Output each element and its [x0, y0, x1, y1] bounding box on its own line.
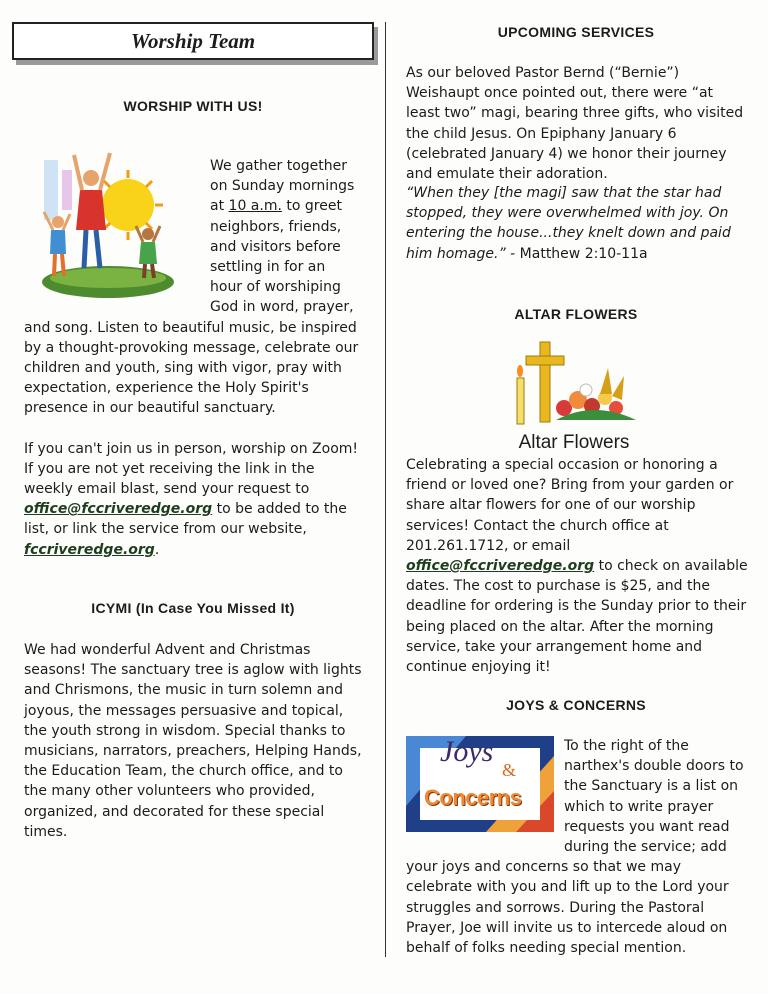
altar-flowers-heading: ALTAR FLOWERS	[514, 306, 638, 322]
worship-paragraph-2: If you can't join us in person, worship on Zoom! If you are not yet receiving the link in the weekly email blast, send your request to office@fccriveredge.org to be added to the list, or link the service from our website, fccriveredge.org.	[24, 440, 359, 558]
joys-paragraph: To the right of the narthex's double doors to the Sanctuary is a list on which to write prayer requests you want read during the service; add your joys and concerns so that we may celebrate with you and lift up to the Lord your struggles and sorrows. During the Pastoral Prayer, Joe will invite us to intercede aloud on behalf of folks needing special mention.	[406, 738, 744, 957]
icymi-paragraph: We had wonderful Advent and Christmas seasons! The sanctuary tree is aglow with lights and Chrismons, the music in turn solemn and joyous, the messages persuasive and topical, the youth strong in wisdom. Special thanks to musicians, narrators, preachers, Helping Hands, the Education Team, the church office, and to the many other volunteers who provided, organized, and decorated for these special times.	[24, 642, 362, 840]
upcoming-services-heading: UPCOMING SERVICES	[497, 24, 655, 40]
joys-concerns-logo	[406, 736, 558, 838]
worship-team-banner	[12, 22, 374, 60]
upcoming-paragraph: As our beloved Pastor Bernd (“Bernie”) Weishaupt once pointed out, there were “at least two” magi, bearing three gifts, who visited the child Jesus. On Epiphany January 6 (celebrated January 4) we honor their journey and emulate their adoration.	[406, 65, 744, 183]
office-email-link[interactable]: office@fccriveredge.org	[24, 501, 213, 518]
altar-flowers-illustration	[504, 338, 644, 458]
altar-office-email-link[interactable]: office@fccriveredge.org	[406, 558, 595, 575]
worship-section	[24, 156, 360, 560]
banner-title: Worship Team	[130, 29, 256, 53]
icymi-heading: ICYMI (In Case You Missed It)	[91, 600, 295, 616]
quote-text: “When they [the magi] saw that the star had stopped, they were overwhelmed with joy. On entering the house...they knelt down and paid him homage.”	[406, 185, 731, 262]
altar-flowers-caption: Altar Flowers	[518, 432, 630, 453]
joys-concerns-heading: JOYS & CONCERNS	[506, 697, 646, 713]
logo-word-joys: Joys	[440, 735, 494, 768]
website-link[interactable]: fccriveredge.org	[24, 541, 155, 558]
logo-word-concerns: Concerns	[424, 785, 522, 810]
worship-heading: WORSHIP WITH US!	[123, 98, 263, 114]
column-divider	[385, 22, 386, 957]
joys-section	[406, 736, 748, 958]
scripture-quote	[406, 183, 746, 264]
worship-celebration-illustration	[36, 150, 198, 298]
quote-citation: - Matthew 2:10-11a	[505, 245, 648, 262]
worship-paragraph-1: We gather together on Sunday mornings at 10 a.m. to greet neighbors, friends, and visitors before settling in for an hour of worshiping God in word, prayer, and song. Listen to beautiful music, be inspired by a thought-provoking message, celebrate our children and youth, sing with vigor, pray with expectation, experience the Holy Spirit's presence in our beautiful sanctuary.	[24, 158, 359, 417]
altar-paragraph: Celebrating a special occasion or honoring a friend or loved one? Bring from your garden or share altar flowers for one of our worship services! Contact the church office at 201.261.1712, or email office@fccriveredge.org to check on available dates. The cost to purchase is $25, and the deadline for ordering is the Sunday prior to their being placed on the altar. After the morning service, take your arrangement home and continue enjoying it!	[406, 457, 748, 676]
logo-ampersand: &	[502, 760, 517, 780]
service-time: 10 a.m.	[228, 198, 282, 215]
